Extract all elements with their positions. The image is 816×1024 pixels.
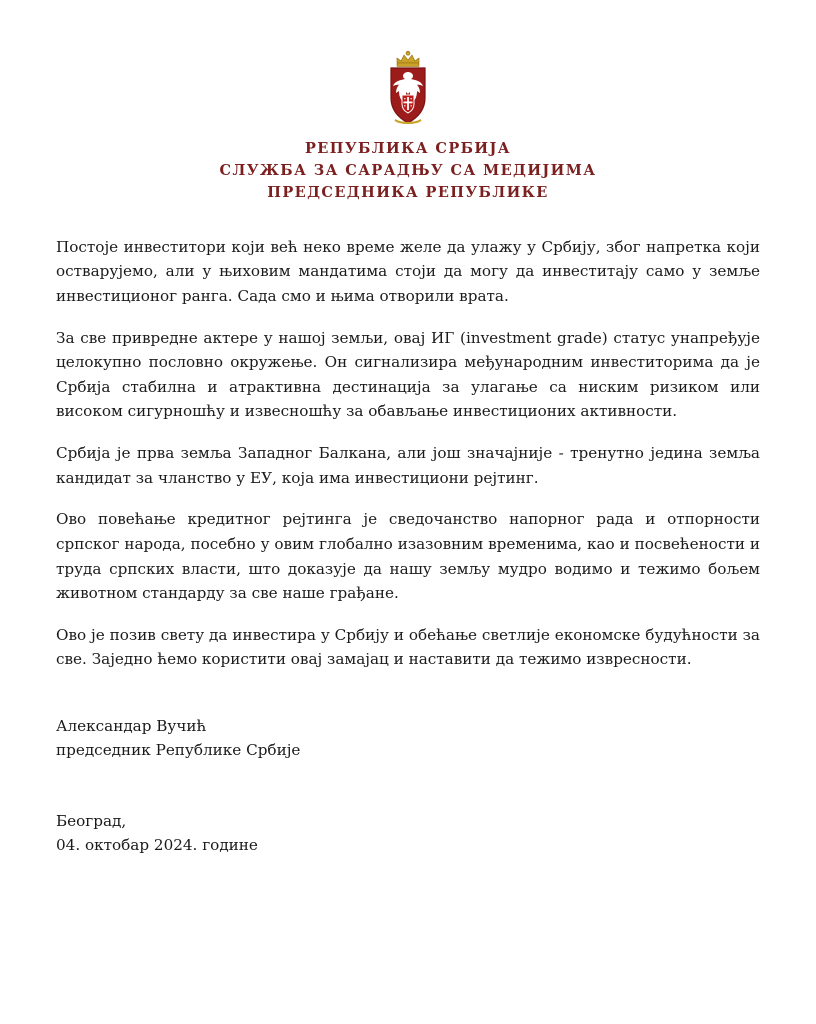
paragraph: Постоје инвеститори који већ неко време желе да улажу у Србију, због напретка који остварујемо, али у њиховим мандатима стоји да могу да инвеститају само у земље инвестиционог ранга. Сада смо и њима отворили врата. xyxy=(56,237,760,305)
signature-block xyxy=(56,714,760,763)
paragraph: Србија је прва земља Западног Балкана, али још значајније - тренутно једина земља кандидат за чланство у ЕУ, која има инвестициони рејтинг. xyxy=(56,444,760,487)
letterhead-line-2: СЛУЖБА ЗА САРАДЊУ СА МЕДИЈИМА xyxy=(219,161,597,179)
signature-name: Александар Вучић xyxy=(56,717,207,736)
date: 04. октобар 2024. године xyxy=(56,836,258,854)
paragraph: Ово повећање кредитног рејтинга је сведочанство напорног рада и отпорности српског народа, посебно у овим глобално изазовним временима, као и посвећености и труда српских власти, што доказује да нашу земљу мудро водимо и тежимо бољем животном стандарду за све наше грађане. xyxy=(56,510,760,603)
letterhead xyxy=(56,138,760,205)
letterhead-line-3: ПРЕДСЕДНИКА РЕПУБЛИКЕ xyxy=(267,184,549,202)
place-date-block xyxy=(56,809,760,858)
paragraph: Ово је позив свету да инвестира у Србију и обећање светлије економске будућности за све. Заједно ћемо користити овај замајац и наставити да тежимо извреcности. xyxy=(56,625,760,669)
paragraph: За све привредне актере у нашој земљи, овај ИГ (investment grade) статус унапређује целокупно пословно окружење. Он сигнализира међународним инвеститорима да је Србија стабилна и атрактивна дестинација за улагање са ниским ризиком или високом сигурношћу и извесношћу за обављање инвестиционих активности. xyxy=(56,328,760,421)
signature-title: председник Републике Србије xyxy=(56,741,301,760)
crest-container xyxy=(56,0,760,128)
serbian-coat-of-arms-icon xyxy=(377,50,439,128)
letterhead-line-1: РЕПУБЛИКА СРБИЈА xyxy=(305,140,511,157)
place: Београд, xyxy=(56,811,127,830)
document-body xyxy=(56,235,760,672)
